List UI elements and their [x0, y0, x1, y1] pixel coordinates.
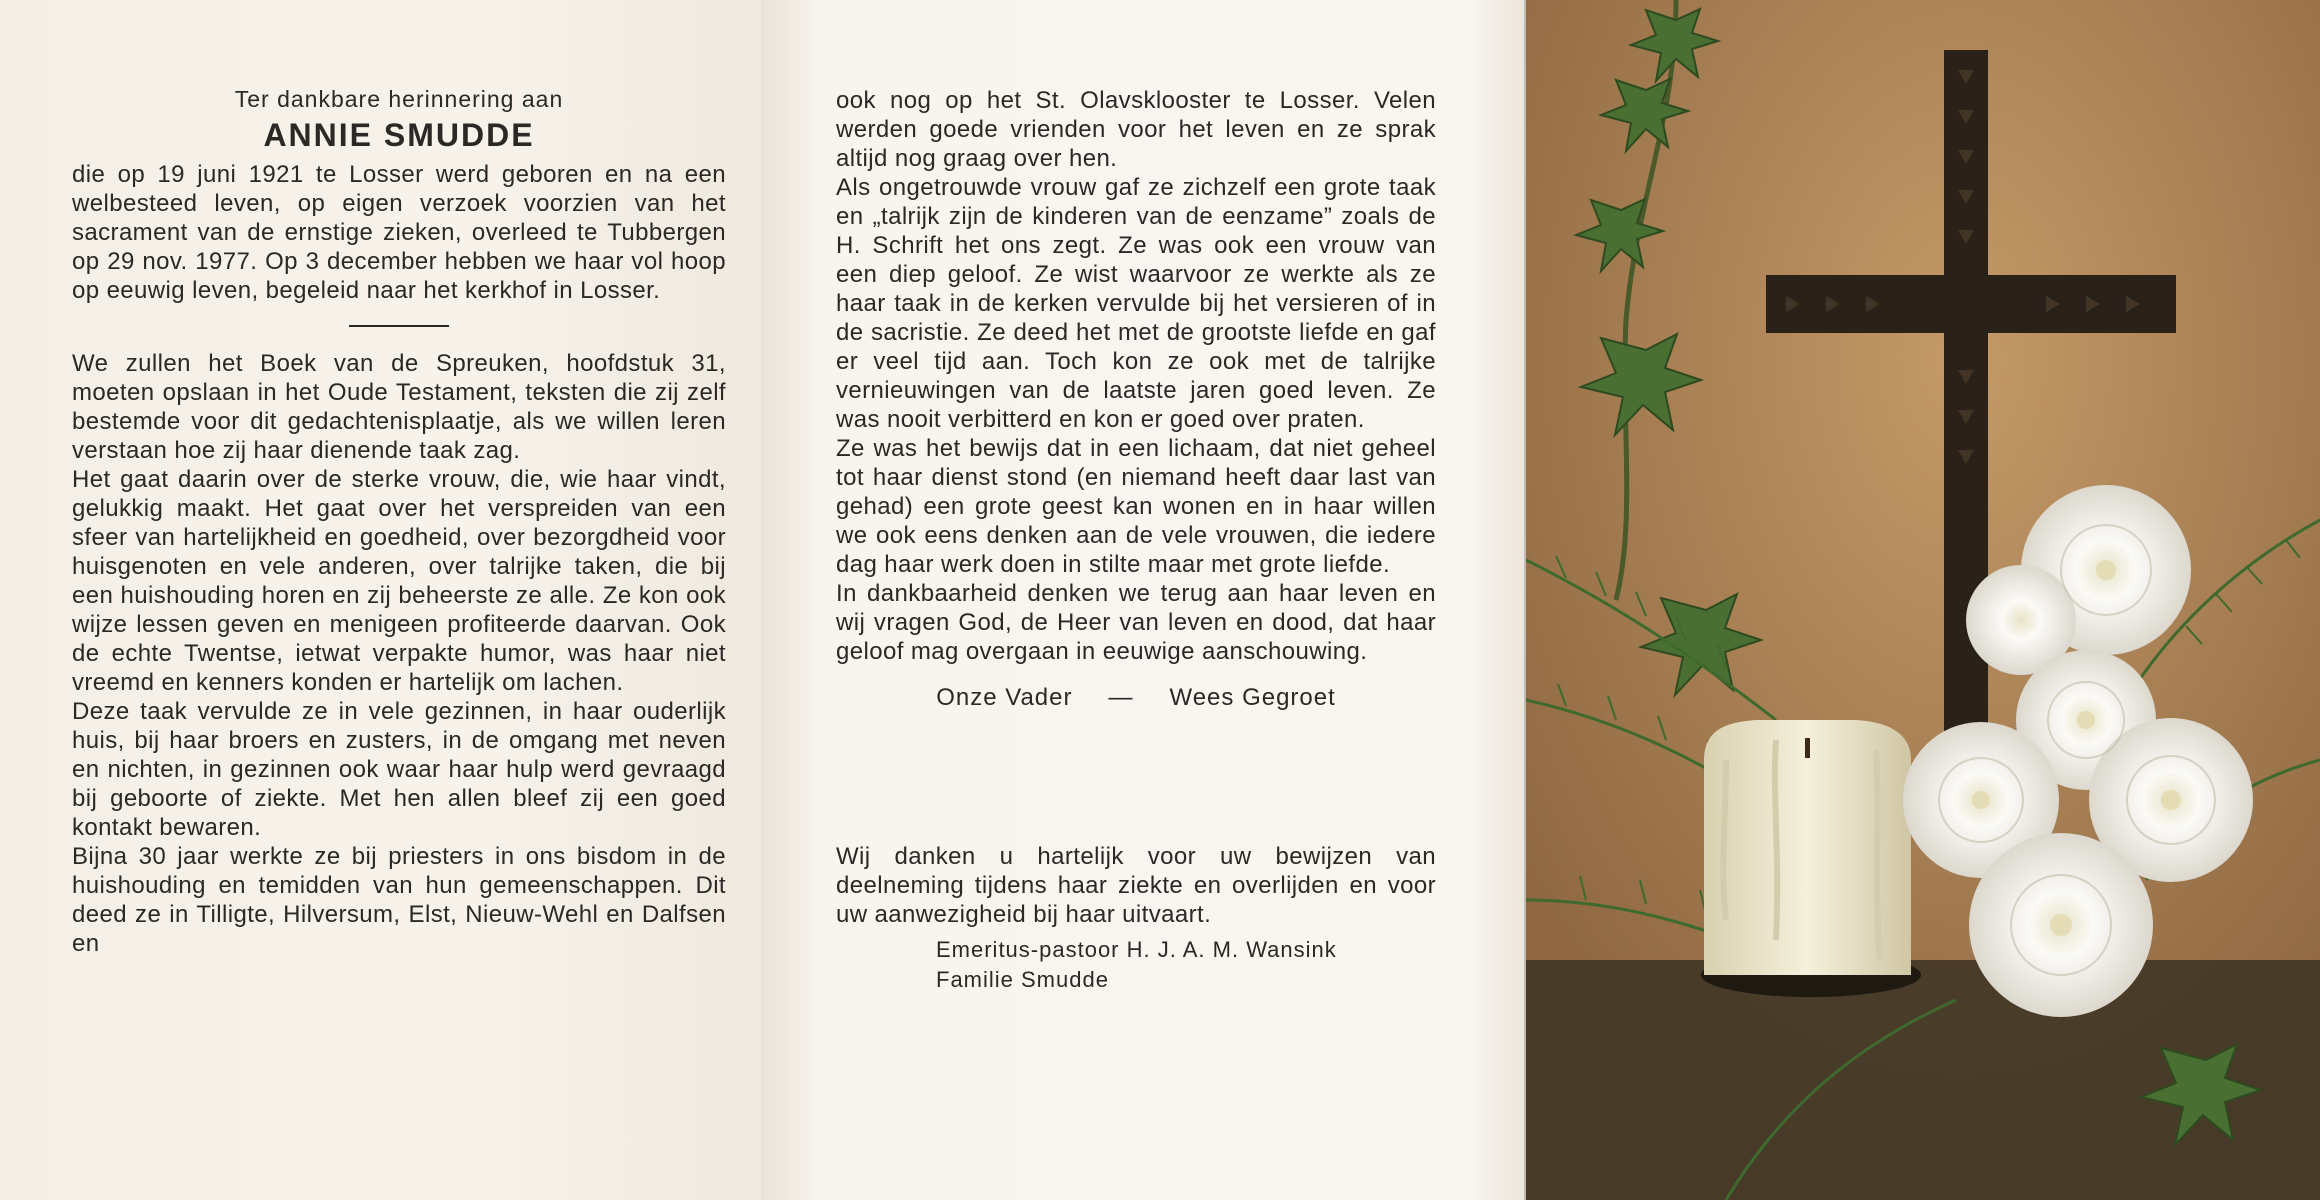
paragraph-olavsklooster: ook nog op het St. Olavsklooster te Losser. Velen werden goede vrienden voor het leven en ze sprak altijd nog graag over hen.	[836, 87, 1436, 172]
thanks-paragraph: Wij danken u hartelijk voor uw bewijzen van deelneming tijdens haar ziekte en overlijden en voor uw aanwezigheid bij haar uitvaart.	[836, 843, 1436, 928]
paragraph-priests: Bijna 30 jaar werkte ze bij priesters in ons bisdom in de huishouding en temidden van hun gemeenschappen. Dit deed ze in Tilligte, Hilversum, Elst, Nieuw-Wehl en Dalfsen en	[72, 843, 726, 957]
paragraph-proverbs: We zullen het Boek van de Spreuken, hoofdstuk 31, moeten opslaan in het Oude Testament, teksten die zij zelf bestemde voor dit gedachtenisplaatje, als we willen leren verstaan hoe zij haar dienende taak zag.	[72, 350, 726, 464]
middle-text-panel	[762, 0, 1526, 1200]
paragraph-faith: Als ongetrouwde vrouw gaf ze zichzelf een grote taak en „talrijk zijn de kinderen van de eenzame” zoals de H. Schrift het ons zegt. Ze was ook een vrouw van een diep geloof. Ze wist waarvoor ze werkte als ze haar taak in de kerken vervulde bij het versieren of in de sacristie. Ze deed het met de grootste liefde en gaf er veel tijd aan. Toch kon ze ook met de talrijke vernieuwingen van de laatste jaren goed leven. Ze was nooit verbitterd en kon er goed over praten.	[836, 174, 1436, 433]
paragraph-families: Deze taak vervulde ze in vele gezinnen, in haar ouderlijk huis, bij haar broers en zusters, in de omgang met neven en nichten, in gezinnen ook waar haar hulp werd gevraagd bij geboorte of ziekte. Met hen allen bleef zij een goed kontakt bewaren.	[72, 698, 726, 841]
biography-intro: die op 19 juni 1921 te Losser werd geboren en na een welbesteed leven, op eigen verzoek voorzien van het sacrament van de ernstige zieken, overleed te Tubbergen op 29 nov. 1977. Op 3 december hebben we haar vol hoop op eeuwig leven, begeleid naar het kerkhof in Losser.	[72, 161, 726, 304]
deceased-name: ANNIE SMUDDE	[263, 117, 535, 153]
paragraph-strong-woman: Het gaat daarin over de sterke vrouw, die, wie haar vindt, gelukkig maakt. Het gaat over het verspreiden van een sfeer van hartelijkheid en goedheid, over bezorgdheid voor huisgenoten en vele anderen, over talrijke taken, die bij een huishouding horen en zij beheerste ze alle. Ze kon ook wijze lessen geven en menigeen profiteerde daarvan. Ook de echte Twentse, ietwat verpakte humor, was haar niet vreemd en kenners konden er hartelijk om lachen.	[72, 466, 726, 696]
photo-panel	[1526, 0, 2320, 1200]
signature-block	[936, 935, 1436, 995]
prayer-hail-mary: Wees Gegroet	[1169, 684, 1336, 711]
dedication-heading: Ter dankbare herinnering aan	[234, 86, 564, 112]
paragraph-gratitude: In dankbaarheid denken we terug aan haar leven en wij vragen God, de Heer van leven en dood, dat haar geloof mag overgaan in eeuwige aanschouwing.	[836, 580, 1436, 665]
paragraph-spirit: Ze was het bewijs dat in een lichaam, dat niet geheel tot haar dienst stond (en niemand heeft daar last van gehad) een grote geest kan wonen en in haar willen we ook eens denken aan de vele vrouwen, die iedere dag haar werk doen in stilte maar met grote liefde.	[836, 435, 1436, 578]
left-text-panel	[0, 0, 762, 1200]
signature-pastor: Emeritus-pastoor H. J. A. M. Wansink	[936, 937, 1337, 962]
still-life-illustration	[1526, 0, 2320, 1200]
signature-family: Familie Smudde	[936, 967, 1109, 992]
prayer-separator: —	[1108, 684, 1134, 711]
section-divider	[349, 325, 449, 327]
candle-icon	[1701, 720, 1921, 997]
prayer-our-father: Onze Vader	[936, 684, 1073, 711]
prayers-line	[836, 684, 1436, 712]
